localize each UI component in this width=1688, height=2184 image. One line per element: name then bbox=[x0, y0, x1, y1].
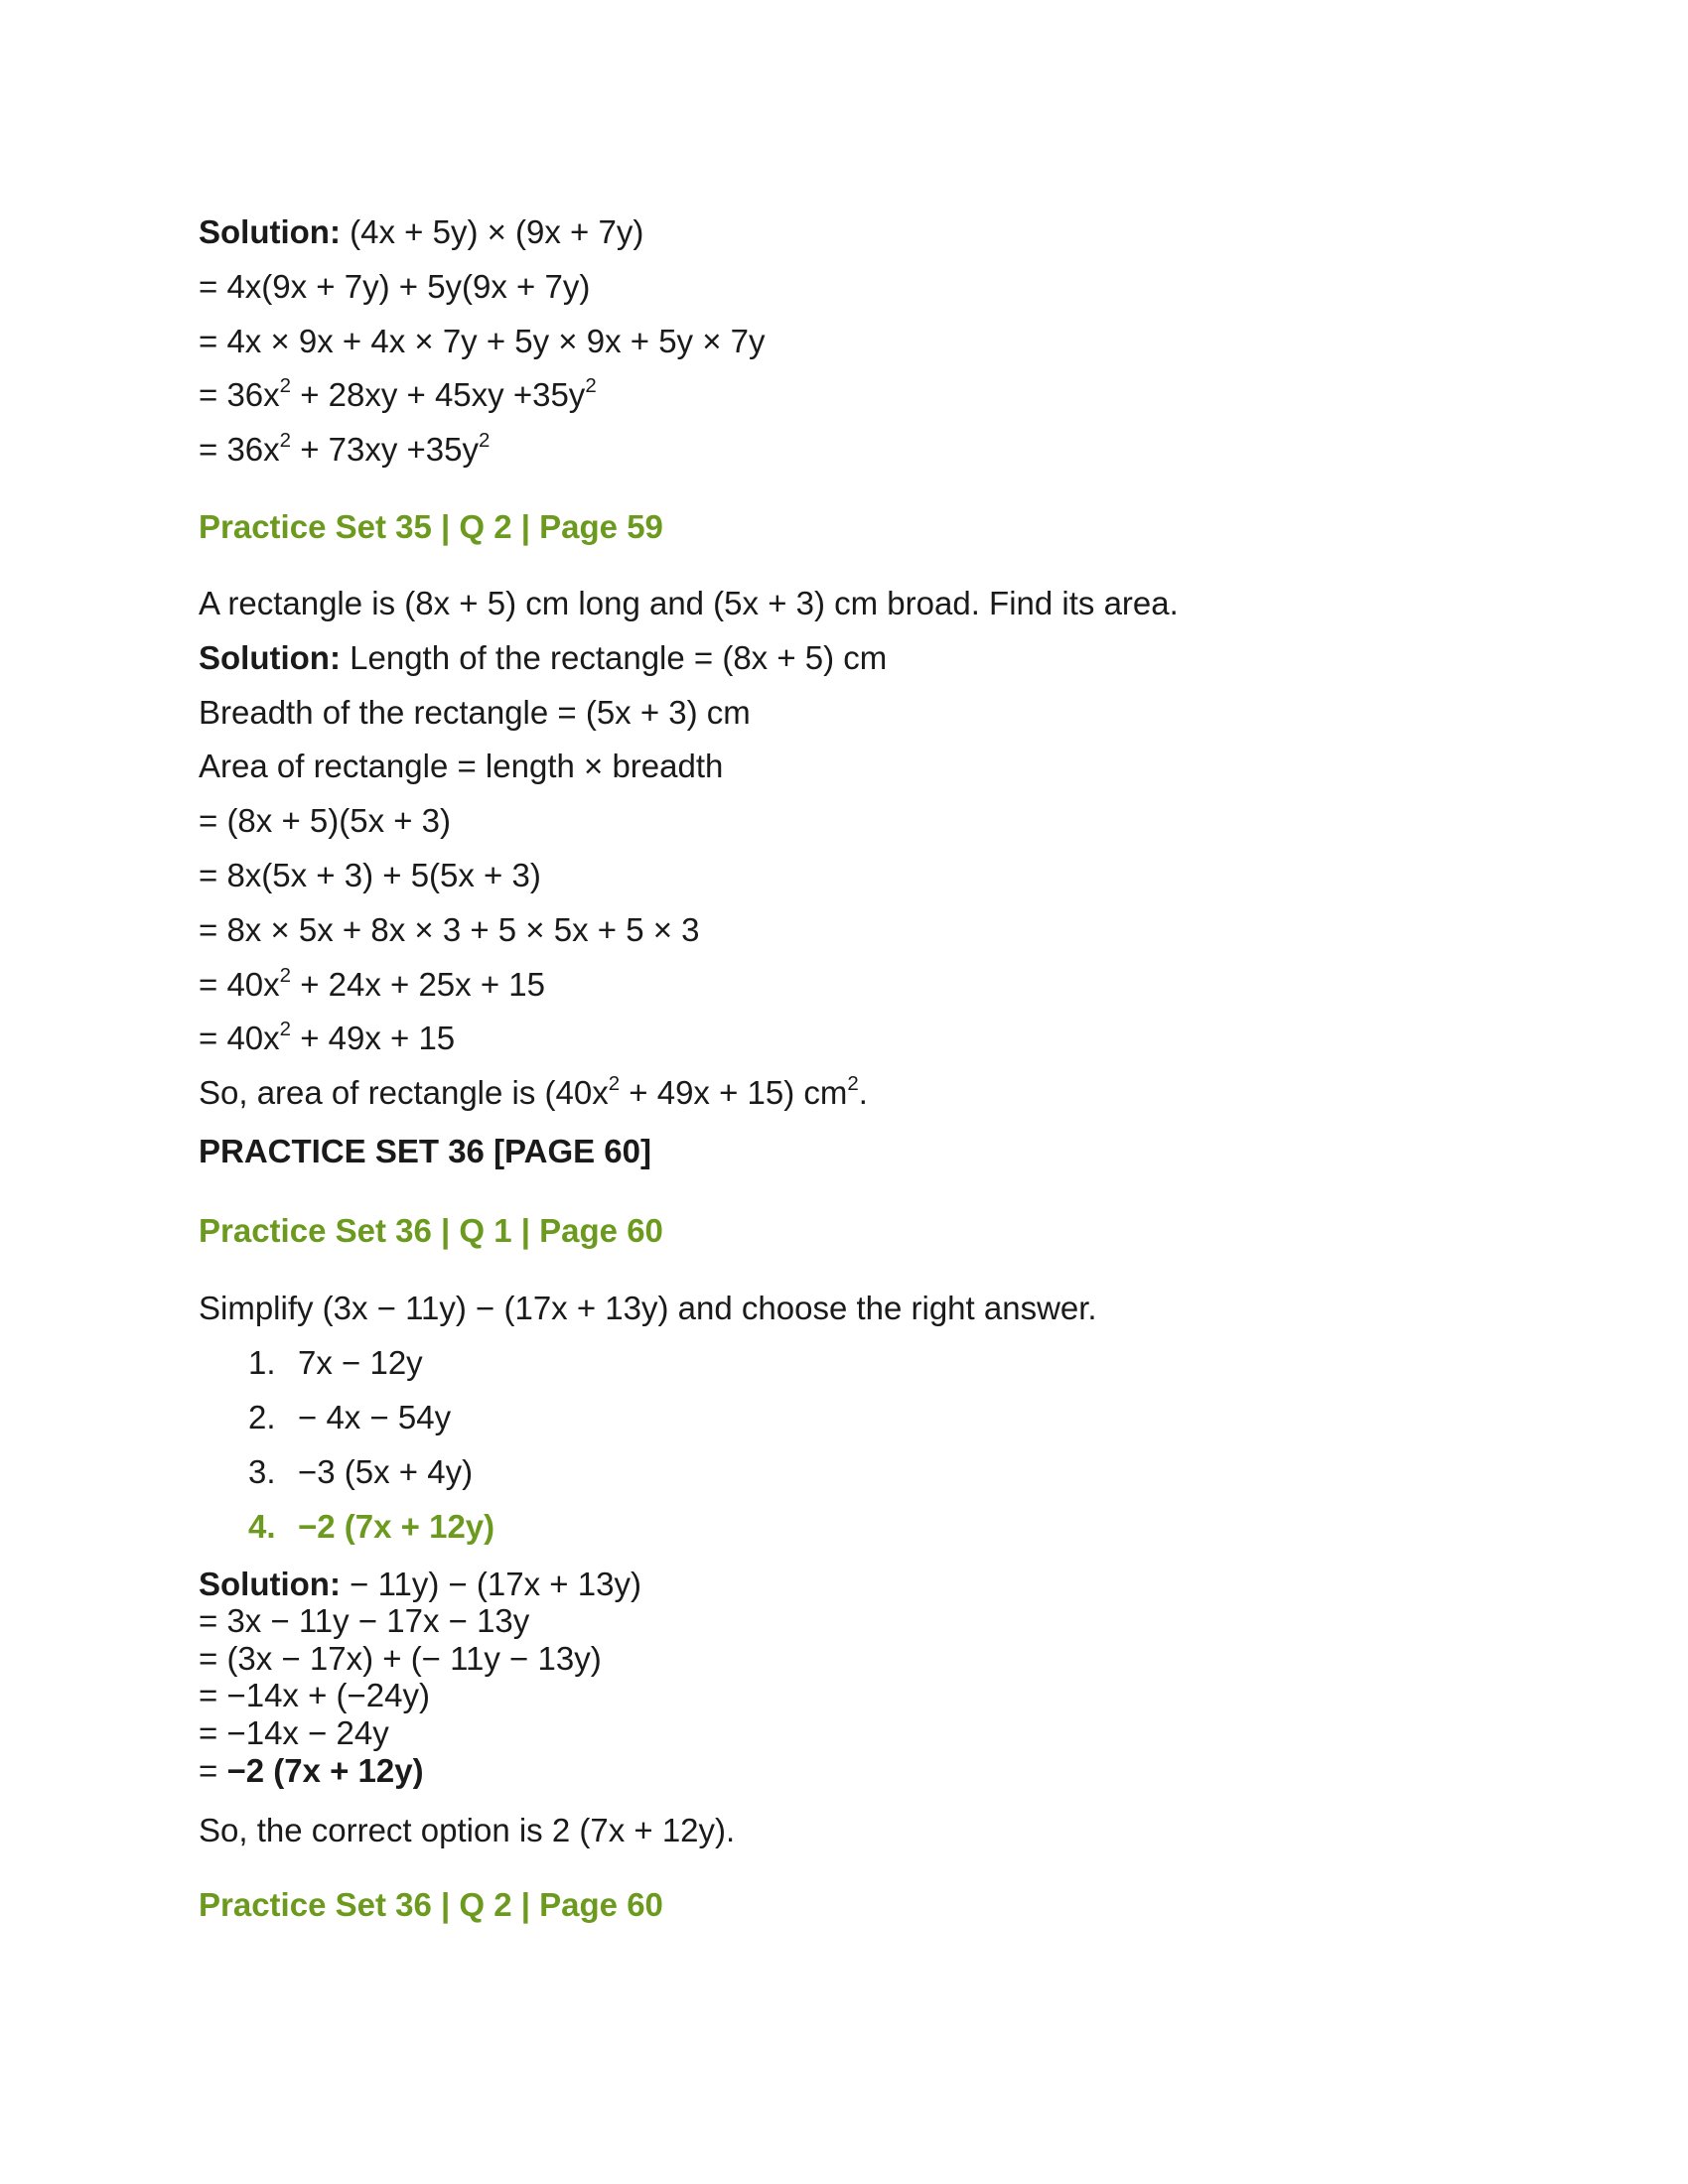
question-heading: Practice Set 36 | Q 1 | Page 60 bbox=[199, 1212, 663, 1249]
question-text: A rectangle is (8x + 5) cm long and (5x + 3) cm broad. Find its area. bbox=[199, 585, 1179, 621]
option-item: 2. − 4x − 54y bbox=[248, 1399, 452, 1435]
solution-line: Solution: − 11y) − (17x + 13y) bbox=[199, 1566, 641, 1602]
solution-step: = −14x + (−24y) bbox=[199, 1677, 430, 1713]
option-item: 1. 7x − 12y bbox=[248, 1344, 423, 1381]
solution-label: Solution: bbox=[199, 1566, 341, 1602]
solution-line bbox=[199, 212, 643, 252]
question-text: Simplify (3x − 11y) − (17x + 13y) and choose the right answer. bbox=[199, 1290, 1097, 1326]
option-item-correct: 4. −2 (7x + 12y) bbox=[248, 1508, 495, 1545]
solution-step: = (8x + 5)(5x + 3) bbox=[199, 802, 452, 839]
solution-step: Area of rectangle = length × breadth bbox=[199, 748, 724, 784]
solution-step: = −14x − 24y bbox=[199, 1714, 389, 1751]
solution-step: = 3x − 11y − 17x − 13y bbox=[199, 1602, 530, 1639]
section-heading: PRACTICE SET 36 [PAGE 60] bbox=[199, 1133, 651, 1169]
solution-step: = (3x − 17x) + (− 11y − 13y) bbox=[199, 1640, 602, 1677]
solution-label: Solution: bbox=[199, 639, 341, 676]
solution-conclusion: So, the correct option is 2 (7x + 12y). bbox=[199, 1812, 736, 1848]
solution-label: Solution: bbox=[199, 213, 341, 250]
solution-step: = 4x(9x + 7y) + 5y(9x + 7y) bbox=[199, 268, 591, 305]
solution-line: Solution: Length of the rectangle = (8x + 5) cm bbox=[199, 639, 888, 676]
question-heading: Practice Set 36 | Q 2 | Page 60 bbox=[199, 1886, 663, 1923]
solution-step: = $40x^2 + 49x + 15$ bbox=[199, 1017, 456, 1056]
solution-final: = −2 (7x + 12y) bbox=[199, 1752, 424, 1789]
solution-expression: (4x + 5y) × (9x + 7y) bbox=[350, 213, 644, 250]
solution-step: = $36x^2 + 73xy +35y^2$ bbox=[199, 428, 491, 468]
solution-step: = $40x^2 + 24x + 25x + 15$ bbox=[199, 963, 545, 1003]
solution-step: = 8x(5x + 3) + 5(5x + 3) bbox=[199, 857, 541, 893]
solution-step: = $36x^2 + 28xy + 45xy +35y^2$ bbox=[199, 373, 597, 413]
solution-step: Breadth of the rectangle = (5x + 3) cm bbox=[199, 694, 751, 731]
question-heading: Practice Set 35 | Q 2 | Page 59 bbox=[199, 508, 663, 545]
solution-step: = 4x × 9x + 4x × 7y + 5y × 9x + 5y × 7y bbox=[199, 323, 766, 359]
option-item: 3. −3 (5x + 4y) bbox=[248, 1453, 474, 1490]
solution-step: = 8x × 5x + 8x × 3 + 5 × 5x + 5 × 3 bbox=[199, 911, 700, 948]
solution-conclusion: So, area of rectangle is $(40x^2 + 49x + 15)$ $cm^2$. bbox=[199, 1071, 868, 1111]
